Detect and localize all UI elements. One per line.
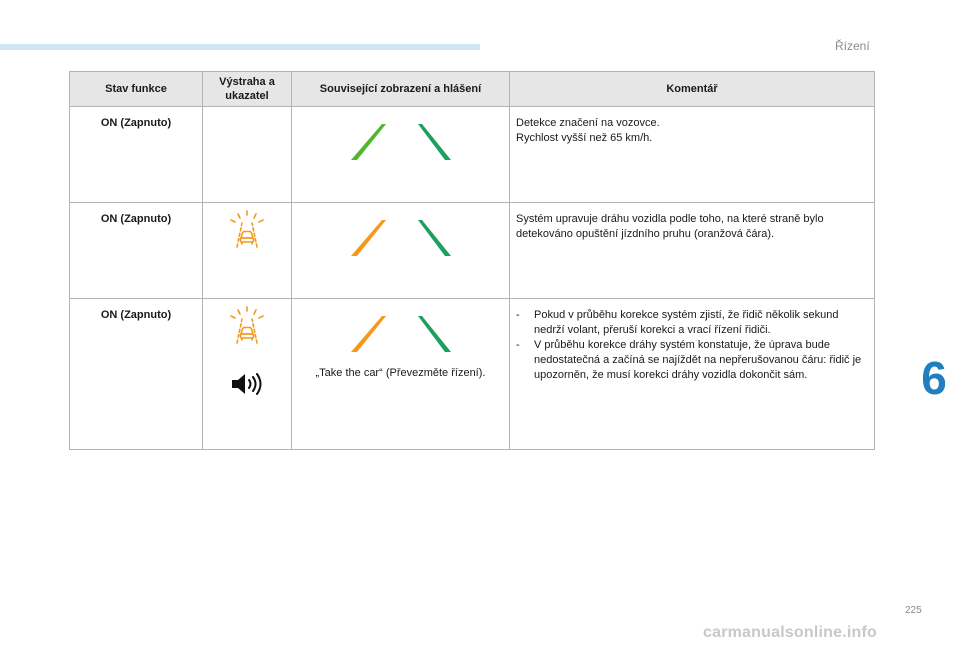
comment-bullet (516, 308, 868, 338)
comment-line: Systém upravuje dráhu vozidla podle toho, na které straně bylo detekováno opuštění jízdního pruhu (oranžová čára). (516, 213, 824, 240)
comment-line: Rychlost vyšší než 65 km/h. (516, 132, 653, 144)
watermark: carmanualsonline.info (703, 624, 878, 641)
header-accent-bar (0, 44, 480, 50)
comment-list (516, 308, 868, 383)
bullet-text: Pokud v průběhu korekce systém zjistí, že řidič několik sekund nedrží volant, přeruší korekci a vrací řízení řidiči. (534, 309, 839, 336)
lane-lines-icon (351, 124, 451, 160)
column-header-state: Stav funkce (70, 72, 203, 107)
display-message: „Take the car“ (Převezměte řízení). (315, 367, 486, 379)
column-header-display: Související zobrazení a hlášení (292, 72, 510, 107)
table-row (70, 203, 875, 299)
left-lane-line (351, 124, 386, 160)
left-lane-line (351, 220, 386, 256)
display-cell (292, 107, 510, 203)
right-lane-line (418, 220, 451, 256)
display-cell (292, 299, 510, 450)
right-lane-line (418, 124, 451, 160)
warning-cell (203, 299, 292, 450)
comment-line: Detekce značení na vozovce. (516, 117, 660, 129)
state-cell: ON (Zapnuto) (70, 299, 203, 450)
bullet-text: V průběhu korekce dráhy systém konstatuje, že úprava bude nedostatečná a začíná se najíždět na nepřerušovanou čáru: řidič je upozorněn, že musí korekci dráhy vozidla dokončit sám. (534, 339, 862, 381)
state-cell: ON (Zapnuto) (70, 203, 203, 299)
lane-lines-icon (351, 220, 451, 256)
column-header-warning: Výstraha a ukazatel (203, 72, 292, 107)
comment-cell (510, 203, 875, 299)
comment-cell (510, 107, 875, 203)
lane-keeping-warning-icon (227, 209, 267, 249)
warning-cell (203, 203, 292, 299)
state-cell: ON (Zapnuto) (70, 107, 203, 203)
chapter-number: 6 (921, 352, 947, 404)
comment-cell (510, 299, 875, 450)
bullet-dash: - (516, 309, 520, 321)
table-row (70, 299, 875, 450)
right-lane-line (418, 316, 451, 352)
table-header-row (70, 72, 875, 107)
function-state-table (69, 71, 875, 450)
section-title: Řízení (835, 39, 870, 53)
table-row (70, 107, 875, 203)
bullet-dash: - (516, 339, 520, 351)
display-cell (292, 203, 510, 299)
page-number: 225 (905, 605, 922, 616)
sound-icon (230, 372, 264, 396)
warning-cell (203, 107, 292, 203)
column-header-comment: Komentář (510, 72, 875, 107)
comment-bullet (516, 338, 868, 383)
left-lane-line (351, 316, 386, 352)
lane-lines-icon (351, 316, 451, 352)
lane-keeping-warning-icon (227, 305, 267, 345)
